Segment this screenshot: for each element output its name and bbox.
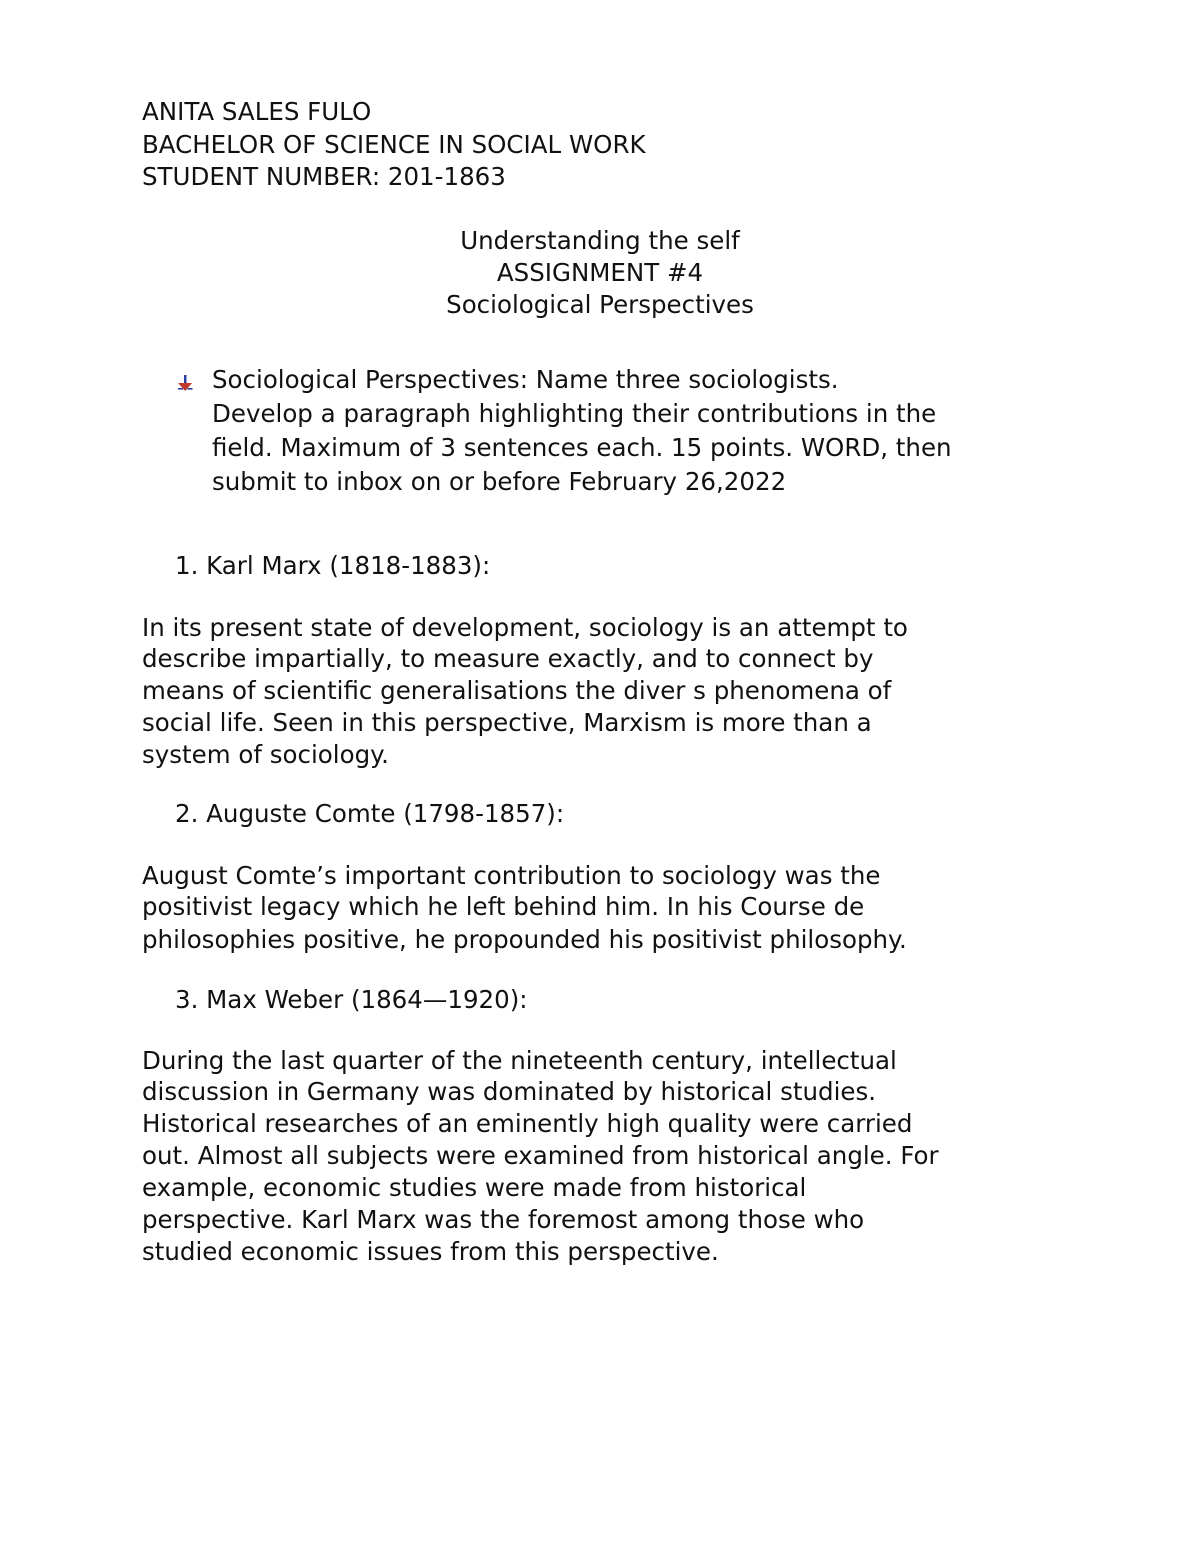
paragraph-line: During the last quarter of the nineteenth century, intellectual	[142, 1046, 897, 1075]
instruction-line: field. Maximum of 3 sentences each. 15 points. WORD, then	[212, 433, 952, 462]
instruction-line: submit to inbox on or before February 26,2022	[212, 467, 787, 496]
paragraph-line: discussion in Germany was dominated by historical studies.	[142, 1077, 877, 1106]
course-title: Understanding the self	[460, 226, 740, 255]
paragraph-line: system of sociology.	[142, 740, 389, 769]
paragraph-line: In its present state of development, sociology is an attempt to	[142, 613, 908, 642]
paragraph-line: studied economic issues from this perspective.	[142, 1237, 719, 1266]
program-name: BACHELOR OF SCIENCE IN SOCIAL WORK	[142, 130, 646, 159]
assignment-title: ASSIGNMENT #4	[496, 258, 704, 287]
paragraph-line: means of scientific generalisations the diver s phenomena of	[142, 676, 892, 705]
paragraph-line: social life. Seen in this perspective, Marxism is more than a	[142, 708, 872, 737]
topic-title: Sociological Perspectives	[446, 290, 754, 319]
instruction-line: Develop a paragraph highlighting their contributions in the	[212, 399, 937, 428]
student-number: STUDENT NUMBER: 201-1863	[142, 162, 506, 191]
section-heading-auguste-comte: 2. Auguste Comte (1798-1857):	[175, 799, 565, 828]
paragraph-line: Historical researches of an eminently high quality were carried	[142, 1109, 913, 1138]
paragraph-line: philosophies positive, he propounded his positivist philosophy.	[142, 925, 907, 954]
student-name: ANITA SALES FULO	[142, 97, 372, 126]
instruction-line: Sociological Perspectives: Name three sociologists.	[212, 365, 839, 394]
paragraph-line: describe impartially, to measure exactly, and to connect by	[142, 644, 874, 673]
paragraph-line: August Comte’s important contribution to sociology was the	[142, 861, 881, 890]
paragraph-line: perspective. Karl Marx was the foremost among those who	[142, 1205, 865, 1234]
section-heading-max-weber: 3. Max Weber (1864—1920):	[175, 985, 528, 1014]
section-heading-karl-marx: 1. Karl Marx (1818-1883):	[175, 551, 491, 580]
arrow-down-bullet-icon	[176, 374, 194, 392]
paragraph-line: positivist legacy which he left behind him. In his Course de	[142, 892, 865, 921]
paragraph-line: out. Almost all subjects were examined from historical angle. For	[142, 1141, 939, 1170]
paragraph-line: example, economic studies were made from historical	[142, 1173, 807, 1202]
